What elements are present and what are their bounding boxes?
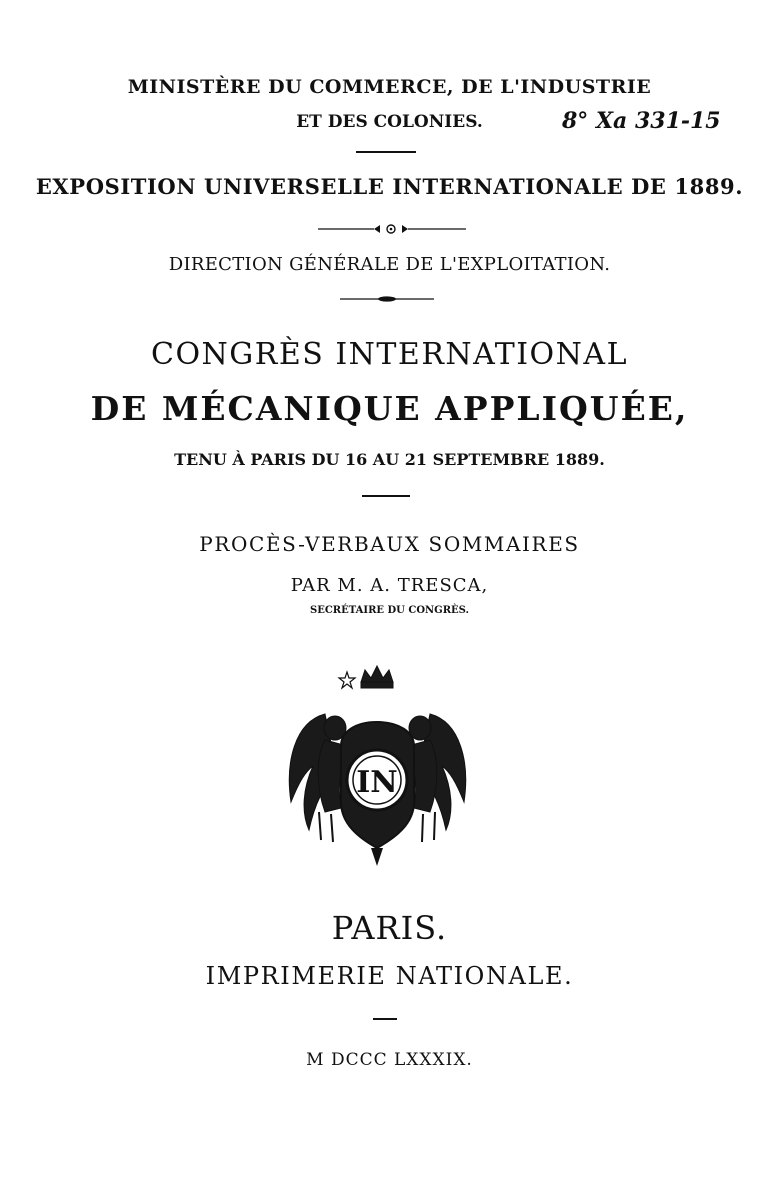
ministry-line-2: ET DES COLONIES. bbox=[296, 112, 483, 132]
divider-rule bbox=[362, 495, 410, 497]
ministry-line-1: MINISTÈRE DU COMMERCE, DE L'INDUSTRIE bbox=[127, 76, 652, 98]
congress-dates: TENU À PARIS DU 16 AU 21 SEPTEMBRE 1889. bbox=[174, 450, 605, 469]
author-role: SECRÉTAIRE DU CONGRÈS. bbox=[310, 605, 469, 616]
congress-title-line-1: CONGRÈS INTERNATIONAL bbox=[150, 337, 628, 372]
imprint-year: M DCCC LXXXIX. bbox=[306, 1050, 473, 1070]
imprint-printer: IMPRIMERIE NATIONALE. bbox=[205, 962, 574, 990]
ornamental-divider-icon bbox=[318, 222, 466, 236]
exposition-title: EXPOSITION UNIVERSELLE INTERNATIONALE DE 1889. bbox=[35, 174, 744, 199]
handwritten-shelfmark: 8° Xa 331-15 bbox=[562, 108, 721, 134]
imprimerie-nationale-seal-icon bbox=[285, 662, 470, 867]
imprint-city: PARIS. bbox=[331, 909, 448, 947]
ornamental-divider-icon bbox=[340, 294, 434, 304]
proceedings-title: PROCÈS-VERBAUX SOMMAIRES bbox=[199, 532, 580, 556]
divider-rule bbox=[373, 1018, 397, 1020]
congress-title-line-2: DE MÉCANIQUE APPLIQUÉE, bbox=[90, 389, 689, 428]
seal-monogram: IN bbox=[356, 765, 398, 800]
direction-title: DIRECTION GÉNÉRALE DE L'EXPLOITATION. bbox=[168, 254, 611, 275]
divider-rule bbox=[356, 151, 416, 153]
author-line: PAR M. A. TRESCA, bbox=[290, 575, 489, 596]
